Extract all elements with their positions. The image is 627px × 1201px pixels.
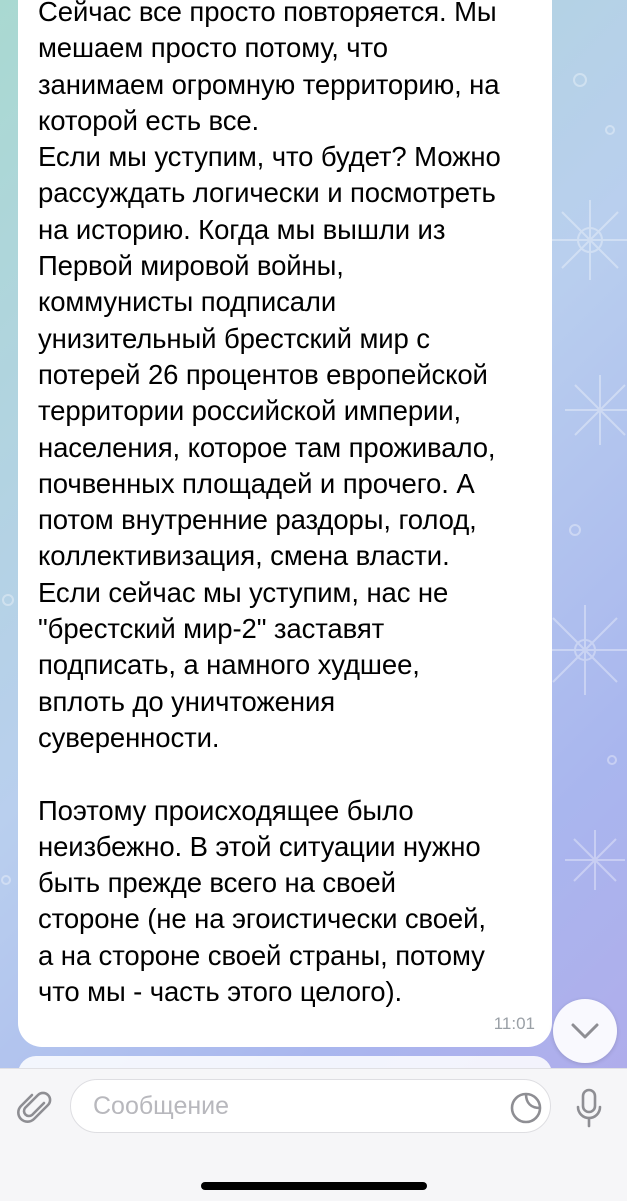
microphone-button[interactable] — [566, 1085, 612, 1131]
sticker-button[interactable] — [508, 1090, 544, 1126]
message-input-placeholder: Сообщение — [93, 1092, 230, 1120]
message-bubble[interactable] — [18, 0, 552, 1047]
message-time: 11:01 — [493, 1014, 535, 1033]
chevron-down-icon — [570, 1022, 600, 1040]
microphone-icon — [574, 1087, 604, 1129]
sticker-icon — [509, 1091, 543, 1125]
home-indicator — [201, 1182, 427, 1190]
paperclip-icon — [17, 1090, 55, 1128]
scroll-down-button[interactable] — [553, 999, 617, 1063]
message-input-bar — [0, 1068, 627, 1201]
attach-button[interactable] — [14, 1087, 58, 1131]
message-input[interactable] — [70, 1079, 551, 1133]
message-text: Сейчас все просто повторяется. Мы мешаем просто потому, что занимаем огромную территорию, на которой есть все. Если мы уступим, что будет? Можно рассуждать логически и посмотреть на историю. Когда мы вышли из Первой мировой войны, коммунисты подписали унизительный брестский мир с потерей 26 процентов европейской территории российской империи, населения, которое там проживало, почвенных площадей и прочего. А потом внутренние раздоры, голод, коллективизация, смена власти. Если сейчас мы уступим, нас не "брестский мир-2" заставят подписать, а намного худшее, вплоть до уничтожения суверенности. Поэтому происходящее было неизбежно. В этой ситуации нужно быть прежде всего на своей стороне (не на эгоистически своей, а на стороне своей страны, потому что мы - часть этого целого). — [38, 0, 501, 1008]
